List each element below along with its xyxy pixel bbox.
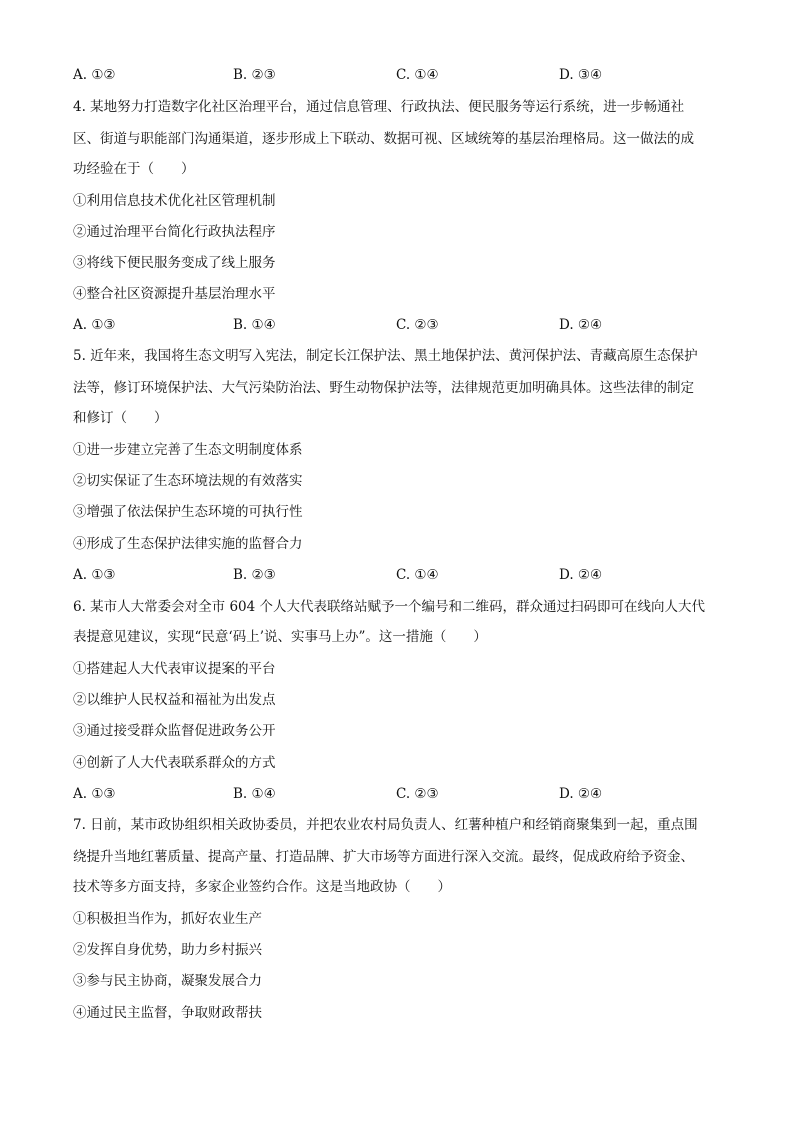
option-c: C. ②③ [396, 317, 439, 333]
question-7-statement-3: ③参与民主协商，凝聚发展合力 [73, 973, 262, 989]
option-a: A. ①② [73, 67, 116, 83]
question-6-statement-2: ②以维护人民权益和福祉为出发点 [73, 692, 276, 708]
question-4-statement-4: ④整合社区资源提升基层治理水平 [73, 286, 276, 302]
question-4-stem-line-3: 功经验在于（ ） [73, 161, 195, 177]
question-4-options [73, 316, 733, 334]
question-5-options [73, 566, 733, 584]
question-5-statement-3: ③增强了依法保护生态环境的可执行性 [73, 504, 303, 520]
question-4-statement-2: ②通过治理平台简化行政执法程序 [73, 224, 276, 240]
question-7-stem-line-2: 绕提升当地红薯质量、提高产量、打造品牌、扩大市场等方面进行深入交流。最终，促成政府给予资金、 [73, 849, 694, 865]
question-6-statement-3: ③通过接受群众监督促进政务公开 [73, 723, 276, 739]
question-5-statement-2: ②切实保证了生态环境法规的有效落实 [73, 473, 303, 489]
question-5-stem-line-3: 和修订（ ） [73, 410, 168, 426]
question-6-statement-4: ④创新了人大代表联系群众的方式 [73, 755, 276, 771]
question-6-options [73, 785, 733, 803]
option-c: C. ①④ [396, 567, 439, 583]
question-5-stem-line-1: 5. 近年来，我国将生态文明写入宪法，制定长江保护法、黑土地保护法、黄河保护法、青藏高原生态保护 [73, 348, 698, 364]
option-a: A. ①③ [73, 567, 116, 583]
option-c: C. ②③ [396, 786, 439, 802]
option-b: B. ①④ [233, 786, 276, 802]
question-7-stem-line-1: 7. 日前，某市政协组织相关政协委员，并把农业农村局负责人、红薯种植户和经销商聚集到一起，重点围 [73, 817, 698, 833]
option-b: B. ②③ [233, 67, 276, 83]
question-7-statement-4: ④通过民主监督，争取财政帮扶 [73, 1005, 262, 1021]
option-d: D. ③④ [559, 67, 603, 83]
question-6-statement-1: ①搭建起人大代表审议提案的平台 [73, 661, 276, 677]
question-7-statement-2: ②发挥自身优势，助力乡村振兴 [73, 942, 262, 958]
question-7-stem-line-3: 技术等多方面支持，多家企业签约合作。这是当地政协（ ） [73, 879, 451, 895]
question-4-statement-1: ①利用信息技术优化社区管理机制 [73, 193, 276, 209]
question-7-statement-1: ①积极担当作为，抓好农业生产 [73, 911, 262, 927]
option-b: B. ②③ [233, 567, 276, 583]
question-4-statement-3: ③将线下便民服务变成了线上服务 [73, 255, 276, 271]
question-5-stem-line-2: 法等，修订环境保护法、大气污染防治法、野生动物保护法等，法律规范更加明确具体。这些法律的制定 [73, 380, 694, 396]
prev-question-options [73, 66, 733, 84]
question-6-stem-line-2: 表提意见建议，实现“民意‘码上’说、实事马上办”。这一措施（ ） [73, 629, 487, 645]
question-5-statement-1: ①进一步建立完善了生态文明制度体系 [73, 442, 303, 458]
option-c: C. ①④ [396, 67, 439, 83]
option-d: D. ②④ [559, 317, 603, 333]
question-4-stem-line-2: 区、街道与职能部门沟通渠道，逐步形成上下联动、数据可视、区域统筹的基层治理格局。这一做法的成 [73, 131, 694, 147]
option-a: A. ①③ [73, 786, 116, 802]
option-d: D. ②④ [559, 567, 603, 583]
option-d: D. ②④ [559, 786, 603, 802]
option-a: A. ①③ [73, 317, 116, 333]
question-6-stem-line-1: 6. 某市人大常委会对全市 604 个人大代表联络站赋予一个编号和二维码，群众通过扫码即可在线向人大代 [73, 599, 706, 615]
question-5-statement-4: ④形成了生态保护法律实施的监督合力 [73, 536, 303, 552]
option-b: B. ①④ [233, 317, 276, 333]
question-4-stem-line-1: 4. 某地努力打造数字化社区治理平台，通过信息管理、行政执法、便民服务等运行系统，进一步畅通社 [73, 99, 685, 115]
